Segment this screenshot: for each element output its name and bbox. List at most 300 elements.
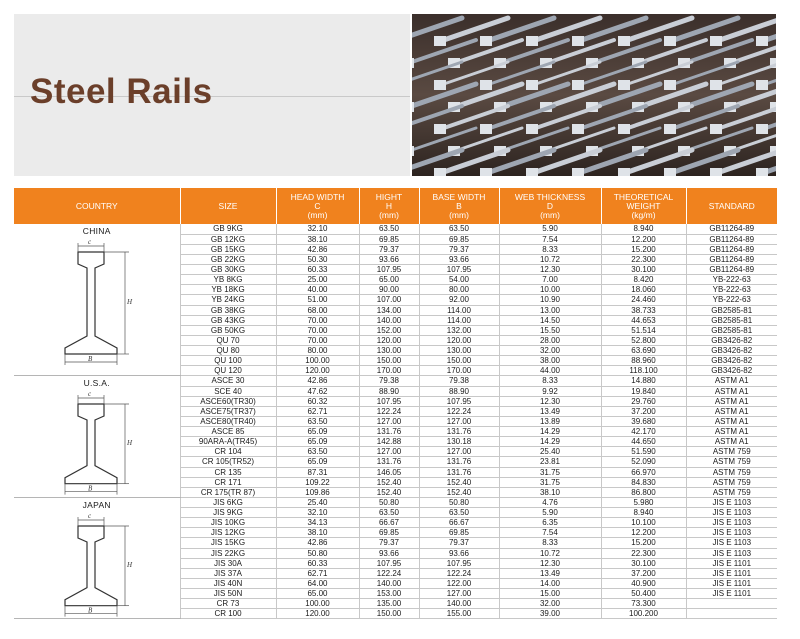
standard-cell: JIS E 1101 bbox=[686, 568, 777, 578]
column-header-line: C bbox=[314, 200, 321, 211]
rail-end bbox=[434, 168, 446, 176]
head-width-cell: 65.09 bbox=[276, 437, 359, 447]
rail-end bbox=[480, 168, 492, 176]
weight-cell: 14.880 bbox=[601, 376, 686, 386]
height-cell: 120.00 bbox=[359, 335, 419, 345]
size-cell: QU 120 bbox=[180, 366, 276, 376]
rail-end bbox=[618, 168, 630, 176]
column-header-line: B bbox=[456, 200, 462, 211]
standard-cell: GB11264-89 bbox=[686, 244, 777, 254]
standard-cell: YB-222-63 bbox=[686, 295, 777, 305]
standard-cell: YB-222-63 bbox=[686, 275, 777, 285]
height-cell: 153.00 bbox=[359, 589, 419, 599]
weight-cell: 22.300 bbox=[601, 548, 686, 558]
web-thickness-cell: 32.00 bbox=[499, 599, 601, 609]
web-thickness-cell: 28.00 bbox=[499, 335, 601, 345]
column-header bbox=[686, 188, 777, 224]
web-thickness-cell: 5.90 bbox=[499, 508, 601, 518]
weight-cell: 51.590 bbox=[601, 447, 686, 457]
head-width-cell: 34.13 bbox=[276, 518, 359, 528]
web-thickness-cell: 31.75 bbox=[499, 477, 601, 487]
rail-end bbox=[618, 36, 630, 46]
weight-cell: 86.800 bbox=[601, 487, 686, 497]
web-thickness-cell: 7.54 bbox=[499, 528, 601, 538]
head-width-cell: 42.86 bbox=[276, 538, 359, 548]
country-name: U.S.A. bbox=[83, 378, 110, 389]
rail-end bbox=[526, 124, 538, 134]
weight-cell: 44.650 bbox=[601, 437, 686, 447]
size-cell: JIS 40N bbox=[180, 578, 276, 588]
standard-cell: ASTM A1 bbox=[686, 386, 777, 396]
head-width-cell: 68.00 bbox=[276, 305, 359, 315]
standard-cell: GB3426-82 bbox=[686, 335, 777, 345]
base-width-cell: 140.00 bbox=[419, 599, 499, 609]
base-width-cell: 127.00 bbox=[419, 447, 499, 457]
web-thickness-cell: 14.50 bbox=[499, 315, 601, 325]
base-width-cell: 150.00 bbox=[419, 356, 499, 366]
size-cell: JIS 30A bbox=[180, 558, 276, 568]
web-thickness-cell: 32.00 bbox=[499, 346, 601, 356]
stacked-steel-rails-photo bbox=[412, 14, 776, 176]
head-width-cell: 63.50 bbox=[276, 447, 359, 457]
head-width-cell: 63.50 bbox=[276, 416, 359, 426]
size-cell: YB 24KG bbox=[180, 295, 276, 305]
standard-cell: GB11264-89 bbox=[686, 234, 777, 244]
height-cell: 79.37 bbox=[359, 244, 419, 254]
head-width-cell: 109.22 bbox=[276, 477, 359, 487]
standard-cell bbox=[686, 599, 777, 609]
head-width-cell: 62.71 bbox=[276, 568, 359, 578]
head-width-cell: 32.10 bbox=[276, 224, 359, 234]
base-width-cell: 130.18 bbox=[419, 437, 499, 447]
standard-cell: JIS E 1103 bbox=[686, 497, 777, 507]
rail-end bbox=[412, 102, 414, 112]
size-cell: GB 15KG bbox=[180, 244, 276, 254]
weight-cell: 37.200 bbox=[601, 568, 686, 578]
web-thickness-cell: 14.29 bbox=[499, 437, 601, 447]
standard-cell: JIS E 1101 bbox=[686, 578, 777, 588]
weight-cell: 52.800 bbox=[601, 335, 686, 345]
head-width-cell: 60.33 bbox=[276, 265, 359, 275]
head-width-cell: 109.86 bbox=[276, 487, 359, 497]
column-header-line: COUNTRY bbox=[75, 200, 118, 211]
base-width-cell: 79.37 bbox=[419, 538, 499, 548]
standard-cell: GB2585-81 bbox=[686, 325, 777, 335]
rail-end bbox=[664, 80, 676, 90]
column-header bbox=[359, 188, 419, 224]
weight-cell: 51.514 bbox=[601, 325, 686, 335]
rail-end bbox=[412, 146, 414, 156]
size-cell: GB 38KG bbox=[180, 305, 276, 315]
base-width-cell: 69.85 bbox=[419, 528, 499, 538]
head-width-cell: 38.10 bbox=[276, 528, 359, 538]
height-cell: 131.76 bbox=[359, 427, 419, 437]
height-cell: 79.38 bbox=[359, 376, 419, 386]
svg-text:H: H bbox=[126, 560, 132, 569]
base-width-cell: 63.50 bbox=[419, 224, 499, 234]
head-width-cell: 100.00 bbox=[276, 599, 359, 609]
weight-cell: 30.100 bbox=[601, 265, 686, 275]
height-cell: 140.00 bbox=[359, 315, 419, 325]
height-cell: 122.24 bbox=[359, 406, 419, 416]
weight-cell: 24.460 bbox=[601, 295, 686, 305]
table-row bbox=[14, 224, 777, 234]
column-header-line: WEB THICKNESS bbox=[514, 191, 586, 202]
base-width-cell: 50.80 bbox=[419, 497, 499, 507]
size-cell: SCE 40 bbox=[180, 386, 276, 396]
weight-cell: 15.200 bbox=[601, 244, 686, 254]
column-header-line: (mm) bbox=[540, 209, 560, 220]
head-width-cell: 70.00 bbox=[276, 315, 359, 325]
head-width-cell: 47.62 bbox=[276, 386, 359, 396]
page-title: Steel Rails bbox=[30, 72, 213, 111]
web-thickness-cell: 13.89 bbox=[499, 416, 601, 426]
base-width-cell: 107.95 bbox=[419, 396, 499, 406]
base-width-cell: 107.95 bbox=[419, 265, 499, 275]
height-cell: 152.40 bbox=[359, 487, 419, 497]
column-header-line: STANDARD bbox=[708, 200, 755, 211]
height-cell: 50.80 bbox=[359, 497, 419, 507]
size-cell: CR 100 bbox=[180, 609, 276, 619]
web-thickness-cell: 13.00 bbox=[499, 305, 601, 315]
height-cell: 150.00 bbox=[359, 356, 419, 366]
country-cell bbox=[14, 376, 180, 498]
web-thickness-cell: 10.72 bbox=[499, 548, 601, 558]
size-cell: JIS 10KG bbox=[180, 518, 276, 528]
web-thickness-cell: 38.10 bbox=[499, 487, 601, 497]
height-cell: 66.67 bbox=[359, 518, 419, 528]
standard-cell: JIS E 1103 bbox=[686, 508, 777, 518]
rail-end bbox=[526, 80, 538, 90]
size-cell: GB 50KG bbox=[180, 325, 276, 335]
web-thickness-cell: 15.50 bbox=[499, 325, 601, 335]
height-cell: 90.00 bbox=[359, 285, 419, 295]
column-header-line: HIGHT bbox=[375, 191, 403, 202]
table-row bbox=[14, 497, 777, 507]
height-cell: 69.85 bbox=[359, 234, 419, 244]
height-cell: 135.00 bbox=[359, 599, 419, 609]
rail-end bbox=[710, 124, 722, 134]
rail-end bbox=[710, 36, 722, 46]
rail-end bbox=[434, 36, 446, 46]
weight-cell: 29.760 bbox=[601, 396, 686, 406]
height-cell: 107.00 bbox=[359, 295, 419, 305]
size-cell: CR 175(TR 87) bbox=[180, 487, 276, 497]
standard-cell: YB-222-63 bbox=[686, 285, 777, 295]
head-width-cell: 70.00 bbox=[276, 325, 359, 335]
column-header bbox=[601, 188, 686, 224]
head-width-cell: 25.00 bbox=[276, 275, 359, 285]
head-width-cell: 50.30 bbox=[276, 254, 359, 264]
column-header bbox=[276, 188, 359, 224]
size-cell: ASCE75(TR37) bbox=[180, 406, 276, 416]
weight-cell: 18.060 bbox=[601, 285, 686, 295]
height-cell: 152.00 bbox=[359, 325, 419, 335]
country-cell bbox=[14, 224, 180, 376]
height-cell: 142.88 bbox=[359, 437, 419, 447]
base-width-cell: 155.00 bbox=[419, 609, 499, 619]
standard-cell: GB11264-89 bbox=[686, 224, 777, 234]
base-width-cell: 170.00 bbox=[419, 366, 499, 376]
head-width-cell: 65.09 bbox=[276, 457, 359, 467]
svg-text:B: B bbox=[87, 355, 93, 363]
rail-end bbox=[526, 168, 538, 176]
web-thickness-cell: 10.72 bbox=[499, 254, 601, 264]
size-cell: ASCE80(TR40) bbox=[180, 416, 276, 426]
weight-cell: 15.200 bbox=[601, 538, 686, 548]
country-name: CHINA bbox=[82, 226, 111, 236]
weight-cell: 12.200 bbox=[601, 528, 686, 538]
base-width-cell: 127.00 bbox=[419, 589, 499, 599]
head-width-cell: 65.00 bbox=[276, 589, 359, 599]
weight-cell: 42.170 bbox=[601, 427, 686, 437]
rail-end bbox=[756, 36, 768, 46]
rail-end bbox=[480, 36, 492, 46]
height-cell: 152.40 bbox=[359, 477, 419, 487]
standard-cell: GB3426-82 bbox=[686, 346, 777, 356]
height-cell: 107.95 bbox=[359, 396, 419, 406]
svg-text:c: c bbox=[87, 511, 91, 520]
size-cell: JIS 12KG bbox=[180, 528, 276, 538]
base-width-cell: 92.00 bbox=[419, 295, 499, 305]
weight-cell: 5.980 bbox=[601, 497, 686, 507]
size-cell: GB 12KG bbox=[180, 234, 276, 244]
head-width-cell: 65.09 bbox=[276, 427, 359, 437]
standard-cell: ASTM A1 bbox=[686, 376, 777, 386]
size-cell: CR 105(TR52) bbox=[180, 457, 276, 467]
base-width-cell: 132.00 bbox=[419, 325, 499, 335]
height-cell: 69.85 bbox=[359, 528, 419, 538]
rail-end bbox=[664, 168, 676, 176]
standard-cell: ASTM 759 bbox=[686, 477, 777, 487]
web-thickness-cell: 15.00 bbox=[499, 589, 601, 599]
web-thickness-cell: 44.00 bbox=[499, 366, 601, 376]
standard-cell: ASTM A1 bbox=[686, 427, 777, 437]
standard-cell: ASTM 759 bbox=[686, 467, 777, 477]
rail-end bbox=[710, 168, 722, 176]
size-cell: JIS 15KG bbox=[180, 538, 276, 548]
web-thickness-cell: 5.90 bbox=[499, 224, 601, 234]
web-thickness-cell: 12.30 bbox=[499, 265, 601, 275]
size-cell: JIS 6KG bbox=[180, 497, 276, 507]
rail-end bbox=[572, 36, 584, 46]
base-width-cell: 88.90 bbox=[419, 386, 499, 396]
table-row bbox=[14, 376, 777, 386]
head-width-cell: 40.00 bbox=[276, 285, 359, 295]
web-thickness-cell: 4.76 bbox=[499, 497, 601, 507]
standard-cell: JIS E 1103 bbox=[686, 548, 777, 558]
standard-cell: JIS E 1103 bbox=[686, 518, 777, 528]
column-header bbox=[14, 188, 180, 224]
base-width-cell: 63.50 bbox=[419, 508, 499, 518]
weight-cell: 66.970 bbox=[601, 467, 686, 477]
height-cell: 93.66 bbox=[359, 254, 419, 264]
head-width-cell: 62.71 bbox=[276, 406, 359, 416]
web-thickness-cell: 25.40 bbox=[499, 447, 601, 457]
base-width-cell: 152.40 bbox=[419, 487, 499, 497]
head-width-cell: 25.40 bbox=[276, 497, 359, 507]
size-cell: JIS 9KG bbox=[180, 508, 276, 518]
web-thickness-cell: 10.90 bbox=[499, 295, 601, 305]
size-cell: JIS 50N bbox=[180, 589, 276, 599]
svg-text:H: H bbox=[126, 298, 132, 306]
web-thickness-cell: 13.49 bbox=[499, 406, 601, 416]
size-cell: CR 104 bbox=[180, 447, 276, 457]
size-cell: QU 80 bbox=[180, 346, 276, 356]
web-thickness-cell: 12.30 bbox=[499, 396, 601, 406]
size-cell: YB 18KG bbox=[180, 285, 276, 295]
height-cell: 79.37 bbox=[359, 538, 419, 548]
standard-cell: ASTM A1 bbox=[686, 406, 777, 416]
web-thickness-cell: 13.49 bbox=[499, 568, 601, 578]
weight-cell: 52.090 bbox=[601, 457, 686, 467]
rail-end bbox=[756, 168, 768, 176]
rail-profile-diagram bbox=[51, 512, 143, 618]
rail-end bbox=[412, 58, 414, 68]
standard-cell: GB3426-82 bbox=[686, 356, 777, 366]
weight-cell: 19.840 bbox=[601, 386, 686, 396]
web-thickness-cell: 39.00 bbox=[499, 609, 601, 619]
weight-cell: 37.200 bbox=[601, 406, 686, 416]
svg-text:H: H bbox=[126, 439, 132, 448]
head-width-cell: 42.86 bbox=[276, 376, 359, 386]
base-width-cell: 93.66 bbox=[419, 254, 499, 264]
height-cell: 107.95 bbox=[359, 558, 419, 568]
weight-cell: 8.420 bbox=[601, 275, 686, 285]
rail-end bbox=[434, 80, 446, 90]
weight-cell: 12.200 bbox=[601, 234, 686, 244]
height-cell: 107.95 bbox=[359, 265, 419, 275]
height-cell: 93.66 bbox=[359, 548, 419, 558]
base-width-cell: 122.00 bbox=[419, 578, 499, 588]
base-width-cell: 93.66 bbox=[419, 548, 499, 558]
column-header-line: SIZE bbox=[218, 200, 238, 211]
svg-text:B: B bbox=[87, 606, 93, 615]
standard-cell: ASTM 759 bbox=[686, 447, 777, 457]
base-width-cell: 120.00 bbox=[419, 335, 499, 345]
base-width-cell: 127.00 bbox=[419, 416, 499, 426]
weight-cell: 44.653 bbox=[601, 315, 686, 325]
column-header-line: HEAD WIDTH bbox=[290, 191, 345, 202]
rail-end bbox=[480, 124, 492, 134]
height-cell: 134.00 bbox=[359, 305, 419, 315]
web-thickness-cell: 10.00 bbox=[499, 285, 601, 295]
size-cell: JIS 22KG bbox=[180, 548, 276, 558]
rail-end bbox=[710, 80, 722, 90]
head-width-cell: 120.00 bbox=[276, 609, 359, 619]
head-width-cell: 32.10 bbox=[276, 508, 359, 518]
rail-end bbox=[572, 124, 584, 134]
rail-end bbox=[572, 80, 584, 90]
weight-cell: 8.940 bbox=[601, 224, 686, 234]
standard-cell: GB2585-81 bbox=[686, 305, 777, 315]
head-width-cell: 60.33 bbox=[276, 558, 359, 568]
standard-cell bbox=[686, 609, 777, 619]
standard-cell: ASTM 759 bbox=[686, 487, 777, 497]
height-cell: 140.00 bbox=[359, 578, 419, 588]
size-cell: ASCE60(TR30) bbox=[180, 396, 276, 406]
size-cell: GB 30KG bbox=[180, 265, 276, 275]
base-width-cell: 131.76 bbox=[419, 457, 499, 467]
standard-cell: GB2585-81 bbox=[686, 315, 777, 325]
column-header-line: (mm) bbox=[307, 209, 328, 220]
weight-cell: 84.830 bbox=[601, 477, 686, 487]
web-thickness-cell: 6.35 bbox=[499, 518, 601, 528]
height-cell: 63.50 bbox=[359, 224, 419, 234]
head-width-cell: 80.00 bbox=[276, 346, 359, 356]
height-cell: 127.00 bbox=[359, 447, 419, 457]
height-cell: 122.24 bbox=[359, 568, 419, 578]
web-thickness-cell: 14.00 bbox=[499, 578, 601, 588]
rail-end bbox=[664, 36, 676, 46]
weight-cell: 8.940 bbox=[601, 508, 686, 518]
steel-rails-spec-table bbox=[14, 188, 777, 619]
column-header bbox=[180, 188, 276, 224]
size-cell: ASCE 85 bbox=[180, 427, 276, 437]
standard-cell: GB11264-89 bbox=[686, 254, 777, 264]
weight-cell: 118.100 bbox=[601, 366, 686, 376]
weight-cell: 39.680 bbox=[601, 416, 686, 426]
rail-end bbox=[526, 36, 538, 46]
web-thickness-cell: 23.81 bbox=[499, 457, 601, 467]
size-cell: YB 8KG bbox=[180, 275, 276, 285]
weight-cell: 10.100 bbox=[601, 518, 686, 528]
head-width-cell: 38.10 bbox=[276, 234, 359, 244]
rail-profile-diagram bbox=[51, 238, 143, 366]
base-width-cell: 130.00 bbox=[419, 346, 499, 356]
base-width-cell: 79.37 bbox=[419, 244, 499, 254]
height-cell: 131.76 bbox=[359, 457, 419, 467]
base-width-cell: 79.38 bbox=[419, 376, 499, 386]
base-width-cell: 107.95 bbox=[419, 558, 499, 568]
standard-cell: GB11264-89 bbox=[686, 265, 777, 275]
base-width-cell: 54.00 bbox=[419, 275, 499, 285]
web-thickness-cell: 7.00 bbox=[499, 275, 601, 285]
weight-cell: 100.200 bbox=[601, 609, 686, 619]
web-thickness-cell: 38.00 bbox=[499, 356, 601, 366]
column-header bbox=[499, 188, 601, 224]
country-cell bbox=[14, 497, 180, 619]
column-header-line: (kg/m) bbox=[631, 209, 656, 220]
svg-text:B: B bbox=[87, 485, 93, 494]
column-header-line: H bbox=[385, 200, 393, 211]
rails-photo bbox=[412, 14, 776, 176]
size-cell: CR 171 bbox=[180, 477, 276, 487]
standard-cell: ASTM A1 bbox=[686, 396, 777, 406]
head-width-cell: 50.80 bbox=[276, 548, 359, 558]
height-cell: 146.05 bbox=[359, 467, 419, 477]
size-cell: QU 70 bbox=[180, 335, 276, 345]
column-header-line: (mm) bbox=[379, 209, 399, 220]
rail-end bbox=[664, 124, 676, 134]
svg-text:c: c bbox=[87, 390, 91, 399]
weight-cell: 38.733 bbox=[601, 305, 686, 315]
web-thickness-cell: 8.33 bbox=[499, 244, 601, 254]
head-width-cell: 70.00 bbox=[276, 335, 359, 345]
rail-end bbox=[756, 124, 768, 134]
size-cell: GB 22KG bbox=[180, 254, 276, 264]
height-cell: 130.00 bbox=[359, 346, 419, 356]
height-cell: 88.90 bbox=[359, 386, 419, 396]
standard-cell: JIS E 1101 bbox=[686, 558, 777, 568]
standard-cell: JIS E 1103 bbox=[686, 528, 777, 538]
size-cell: QU 100 bbox=[180, 356, 276, 366]
column-header-line: D bbox=[546, 200, 554, 211]
weight-cell: 63.690 bbox=[601, 346, 686, 356]
base-width-cell: 131.76 bbox=[419, 427, 499, 437]
base-width-cell: 114.00 bbox=[419, 315, 499, 325]
standard-cell: GB3426-82 bbox=[686, 366, 777, 376]
